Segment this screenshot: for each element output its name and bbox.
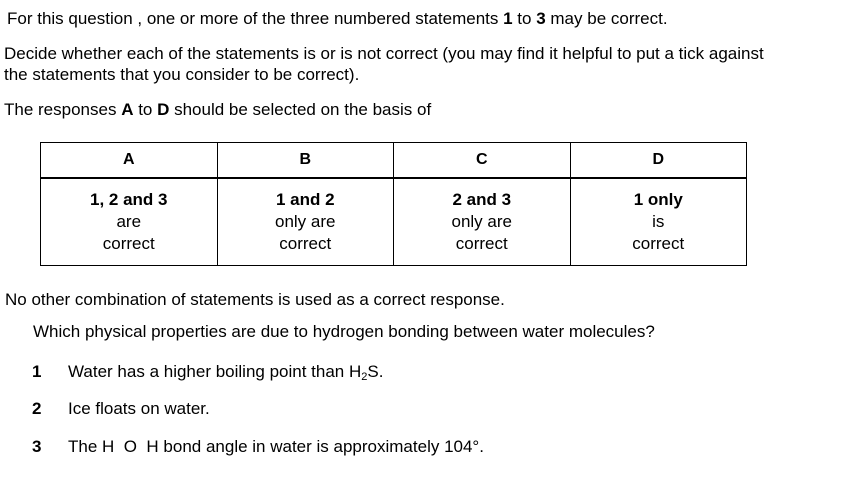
intro-response-last: D xyxy=(157,100,170,119)
intro-line-4-end: should be selected on the basis of xyxy=(169,100,432,119)
response-cell-c-line-3: correct xyxy=(455,234,508,253)
response-cell-c-line-1: 2 and 3 xyxy=(452,190,512,209)
intro-statement-last: 3 xyxy=(536,9,546,28)
intro-line-4 xyxy=(4,99,431,120)
response-cell-a-line-2: are xyxy=(116,212,142,231)
response-header-b: B xyxy=(217,143,394,179)
response-header-a: A xyxy=(41,143,218,179)
statement-1-number: 1 xyxy=(32,362,42,381)
response-key-table xyxy=(40,142,747,266)
statement-2-text: Ice floats on water. xyxy=(68,399,210,418)
intro-line-2: Decide whether each of the statements is or is not correct (you may find it helpful to put a tick against xyxy=(4,44,764,63)
response-key-body-row xyxy=(41,178,747,266)
response-cell-d xyxy=(570,178,747,266)
statement-3-text: The H O H bond angle in water is approximately 104°. xyxy=(68,437,484,456)
intro-line-1 xyxy=(7,8,668,29)
statement-1-subscript: 2 xyxy=(361,371,368,383)
intro-line-1-end: may be correct. xyxy=(545,9,668,28)
response-cell-a xyxy=(41,178,218,266)
intro-response-first: A xyxy=(121,100,134,119)
statement-3-number: 3 xyxy=(32,437,42,456)
response-header-d: D xyxy=(570,143,747,179)
response-cell-b-line-2: only are xyxy=(275,212,336,231)
statement-1-text-main: Water has a higher boiling point than H xyxy=(68,362,362,381)
question-text: Which physical properties are due to hydrogen bonding between water molecules? xyxy=(33,322,655,341)
intro-line-1-text: For this question , one or more of the three numbered statements xyxy=(7,9,504,28)
response-cell-a-line-1: 1, 2 and 3 xyxy=(90,190,168,209)
response-cell-d-line-2: is xyxy=(652,212,665,231)
response-cell-d-line-1: 1 only xyxy=(633,190,683,209)
response-cell-b-line-1: 1 and 2 xyxy=(275,190,335,209)
combination-note: No other combination of statements is used as a correct response. xyxy=(5,290,505,309)
response-key-header-row xyxy=(41,143,747,179)
response-cell-b-line-3: correct xyxy=(279,234,332,253)
intro-line-3: the statements that you consider to be correct). xyxy=(4,65,360,84)
response-cell-b xyxy=(217,178,394,266)
response-cell-c-line-2: only are xyxy=(451,212,512,231)
response-cell-c xyxy=(394,178,571,266)
intro-statement-first: 1 xyxy=(503,9,513,28)
intro-line-4-text: The responses xyxy=(4,100,122,119)
response-cell-d-line-3: correct xyxy=(632,234,685,253)
intro-line-4-to: to xyxy=(133,100,158,119)
statement-1-text xyxy=(68,362,383,382)
intro-line-1-to: to xyxy=(512,9,537,28)
statement-2-number: 2 xyxy=(32,399,42,418)
response-cell-a-line-3: correct xyxy=(102,234,155,253)
statement-1-text-end: S. xyxy=(367,362,384,381)
response-header-c: C xyxy=(394,143,571,179)
